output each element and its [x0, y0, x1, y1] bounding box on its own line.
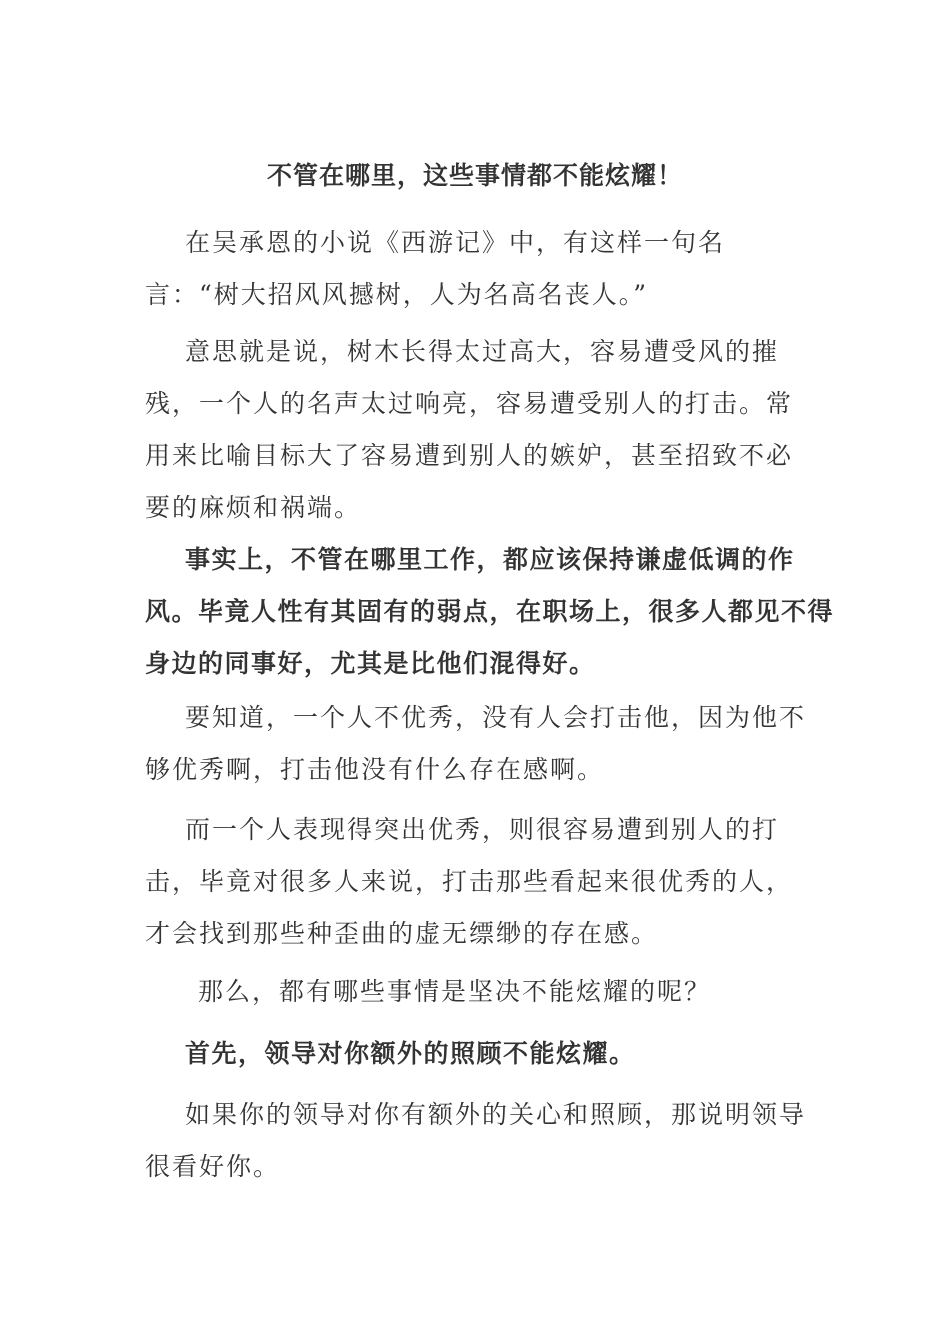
paragraph-excellent: 而一个人表现得突出优秀，则很容易遭到别人的打击，毕竟对很多人来说，打击那些看起来很优秀的人，才会找到那些种歪曲的虚无缥缈的存在感。 — [145, 815, 794, 948]
paragraph-question: 那么，都有哪些事情是坚决不能炫耀的呢？ — [198, 977, 712, 1006]
paragraph-leader-care: 如果你的领导对你有额外的关心和照顾，那说明领导很看好你。 — [145, 1100, 807, 1181]
article-title: 不管在哪里，这些事情都不能炫耀！ — [266, 161, 683, 190]
paragraph-not-excellent: 要知道，一个人不优秀，没有人会打击他，因为他不够优秀啊，打击他没有什么存在感啊。 — [145, 703, 807, 784]
paragraph-bold-point: 事实上，不管在哪里工作，都应该保持谦虚低调的作风。毕竟人性有其固有的弱点，在职场上，很多人都见不得身边的同事好，尤其是比他们混得好。 — [145, 545, 835, 678]
section-heading-first: 首先，领导对你额外的照顾不能炫耀。 — [185, 1039, 636, 1068]
paragraph-quote: 在吴承恩的小说《西游记》中，有这样一句名言：“树大招风风撼树，人为名高名丧人。” — [145, 228, 726, 309]
paragraph-meaning: 意思就是说，树木长得太过高大，容易遭受风的摧残，一个人的名声太过响亮，容易遭受别人的打击。常用来比喻目标大了容易遭到别人的嫉妒，甚至招致不必要的麻烦和祸端。 — [145, 337, 794, 522]
